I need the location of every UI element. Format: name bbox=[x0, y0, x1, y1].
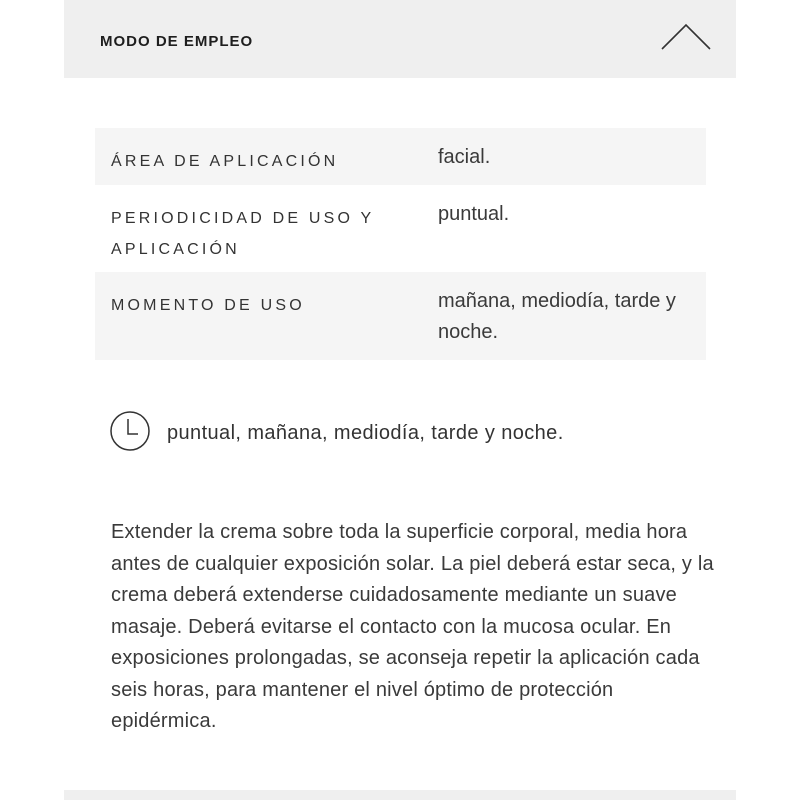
spec-row-periodicidad bbox=[95, 185, 706, 272]
time-summary-text: puntual, mañana, mediodía, tarde y noche. bbox=[167, 422, 564, 444]
spec-label: ÁREA DE APLICACIÓN bbox=[111, 153, 339, 170]
clock-icon bbox=[109, 410, 151, 452]
spec-table bbox=[95, 128, 706, 360]
time-summary bbox=[109, 410, 709, 454]
spec-value: mañana, mediodía, tarde y noche. bbox=[438, 290, 676, 343]
accordion-header-modo-de-empleo[interactable] bbox=[64, 0, 736, 78]
spec-row-area bbox=[95, 128, 706, 185]
spec-label: PERIODICIDAD DE USO Y APLICACIÓN bbox=[111, 210, 375, 258]
accordion-title: MODO DE EMPLEO bbox=[100, 33, 254, 50]
chevron-up-icon[interactable] bbox=[661, 22, 711, 52]
next-section-strip bbox=[64, 790, 736, 800]
instructions-text: Extender la crema sobre toda la superficie corporal, media hora antes de cualquier exposición solar. La piel deberá estar seca, y la crema deberá extenderse cuidadosamente mediante un suave masaje. Deberá evitarse el contacto con la mucosa ocular. En exposiciones prolongadas, se aconseja repetir la aplicación cada seis horas, para mantener el nivel óptimo de protección epidérmica. bbox=[111, 521, 714, 732]
spec-row-momento bbox=[95, 272, 706, 360]
spec-value: puntual. bbox=[438, 203, 510, 225]
spec-value: facial. bbox=[438, 146, 491, 168]
spec-label: MOMENTO DE USO bbox=[111, 297, 305, 314]
